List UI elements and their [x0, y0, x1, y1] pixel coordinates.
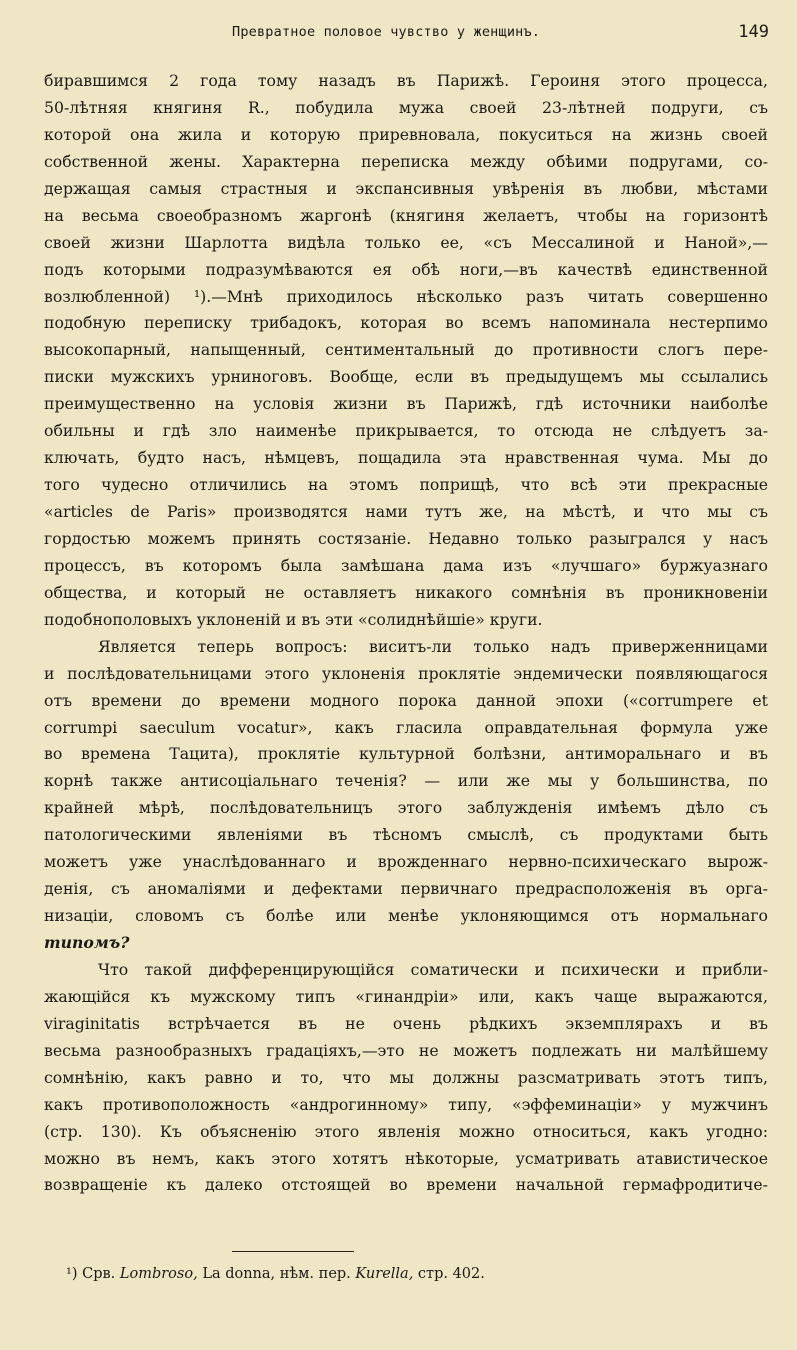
text-line: того чудесно отличились на этомъ поприщѣ, что всѣ эти прекрасные [44, 475, 768, 495]
text-line: своей жизни Шарлотта видѣла только ее, «съ Мессалиной и Наной»,— [44, 232, 768, 252]
footnote-divider [232, 1251, 354, 1252]
text-line: возлюбленной) ¹).—Мнѣ приходилось нѣсколько разъ читать совершенно [44, 286, 768, 306]
text-line: viraginitatis встрѣчается въ не очень рѣдкихъ экземплярахъ и въ [44, 1013, 768, 1033]
body-text [44, 68, 768, 1199]
text-line: обильны и гдѣ зло наименѣе прикрывается, то отсюда не слѣдуетъ за- [44, 421, 768, 441]
text-line: денія, съ аномаліями и дефектами первичнаго предрасположенія въ орга- [44, 879, 768, 899]
text-line: преимущественно на условія жизни въ Парижѣ, гдѣ источники наиболѣе [44, 394, 768, 414]
running-title: Превратное половое чувство у женщинъ. [232, 24, 541, 40]
text-line: (стр. 130). Къ объясненію этого явленія можно относиться, какъ угодно: [44, 1121, 768, 1141]
text-line: подъ которыми подразумѣваются ея обѣ ноги,—въ качествѣ единственной [44, 259, 768, 279]
footnote-marker: ¹) [66, 1266, 78, 1282]
text-line: писки мужскихъ урниноговъ. Вообще, если въ предыдущемъ мы ссылались [44, 367, 768, 387]
footnote-author: Lombroso, [119, 1266, 198, 1282]
text-line: гордостью можемъ принять состязаніе. Недавно только разыгрался у насъ [44, 528, 768, 548]
text-line: процессъ, въ которомъ была замѣшана дама изъ «лучшаго» буржуазнаго [44, 555, 768, 575]
text-line: Является теперь вопросъ: виситъ-ли только надъ приверженницами [98, 636, 768, 656]
footnote-translation: нѣм. пер. [279, 1266, 351, 1282]
text-line: подобную переписку трибадокъ, которая во всемъ напоминала нестерпимо [44, 313, 768, 333]
text-line: низаціи, словомъ съ болѣе или менѣе уклоняющимся отъ нормальнаго [44, 906, 768, 926]
text-line: отъ времени до времени модного порока данной эпохи («corrumpere et [44, 690, 768, 710]
text-line: corrumpi saeculum vocatur», какъ гласила оправдательная формула уже [44, 717, 768, 737]
text-line: какъ противоположность «андрогинному» типу, «эффеминаціи» у мужчинъ [44, 1094, 768, 1114]
text-line: собственной жены. Характерна переписка между обѣими подругами, со- [44, 151, 768, 171]
text-line: общества, и который не оставляетъ никакого сомнѣнія въ проникновеніи [44, 582, 768, 602]
text-line: можетъ уже унаслѣдованнаго и врожденнаго нервно-психическаго вырож- [44, 852, 768, 872]
text-line: типомъ? [44, 933, 130, 952]
text-line: во времена Тацита), проклятіе культурной болѣзни, антиморальнаго и въ [44, 744, 768, 764]
text-line: подобнополовыхъ уклоненій и въ эти «солиднѣйшіе» круги. [44, 609, 543, 629]
text-line: «articles de Paris» производятся нами тутъ же, на мѣстѣ, и что мы съ [44, 502, 768, 521]
text-line: биравшимся 2 года тому назадъ въ Парижѣ. Героиня этого процесса, [44, 71, 768, 90]
text-line: жающійся къ мужскому типъ «гинандріи» или, какъ чаще выражаются, [44, 986, 768, 1006]
text-line: корнѣ также антисоціальнаго теченія? — или же мы у большинства, по [44, 771, 768, 791]
footnote-work: La donna, [202, 1266, 276, 1282]
page-number: 149 [738, 22, 769, 42]
text-line: и послѣдовательницами этого уклоненія проклятіе эндемически появляющагося [44, 663, 768, 683]
text-line: весьма разнообразныхъ градаціяхъ,—это не можетъ подлежать ни малѣйшему [44, 1040, 768, 1060]
text-line: можно въ немъ, какъ этого хотятъ нѣкоторые, усматривать атавистическое [44, 1148, 768, 1168]
footnote-translator: Kurella, [355, 1266, 414, 1282]
text-line: на весьма своеобразномъ жаргонѣ (княгиня желаетъ, чтобы на горизонтѣ [44, 205, 768, 225]
footnote-pages: стр. 402. [417, 1266, 485, 1282]
text-line: которой она жила и которую приревновала, покуситься на жизнь своей [44, 124, 768, 144]
text-line: высокопарный, напыщенный, сентиментальный до противности слогъ пере- [44, 340, 768, 360]
text-line: сомнѣнію, какъ равно и то, что мы должны разсматривать этотъ типъ, [44, 1067, 768, 1087]
text-line: ключать, будто насъ, нѣмцевъ, пощадила эта нравственная чума. Мы до [44, 448, 768, 468]
footnote-prefix: Срв. [82, 1266, 116, 1282]
text-line: крайней мѣрѣ, послѣдовательницъ этого заблужденія имѣемъ дѣло съ [44, 798, 768, 818]
text-line: 50-лѣтняя княгиня R., побудила мужа своей 23-лѣтней подруги, съ [44, 97, 768, 117]
text-line: патологическими явленіями въ тѣсномъ смыслѣ, съ продуктами быть [44, 825, 768, 845]
text-line: Что такой дифференцирующійся соматически и психически и прибли- [98, 959, 768, 979]
text-line: держащая самыя страстныя и экспансивныя увѣренія въ любви, мѣстами [44, 178, 768, 198]
text-line: возвращеніе къ далеко отстоящей во времени начальной гермафродитиче- [44, 1175, 768, 1195]
footnote [66, 1266, 485, 1282]
running-head [0, 22, 797, 48]
